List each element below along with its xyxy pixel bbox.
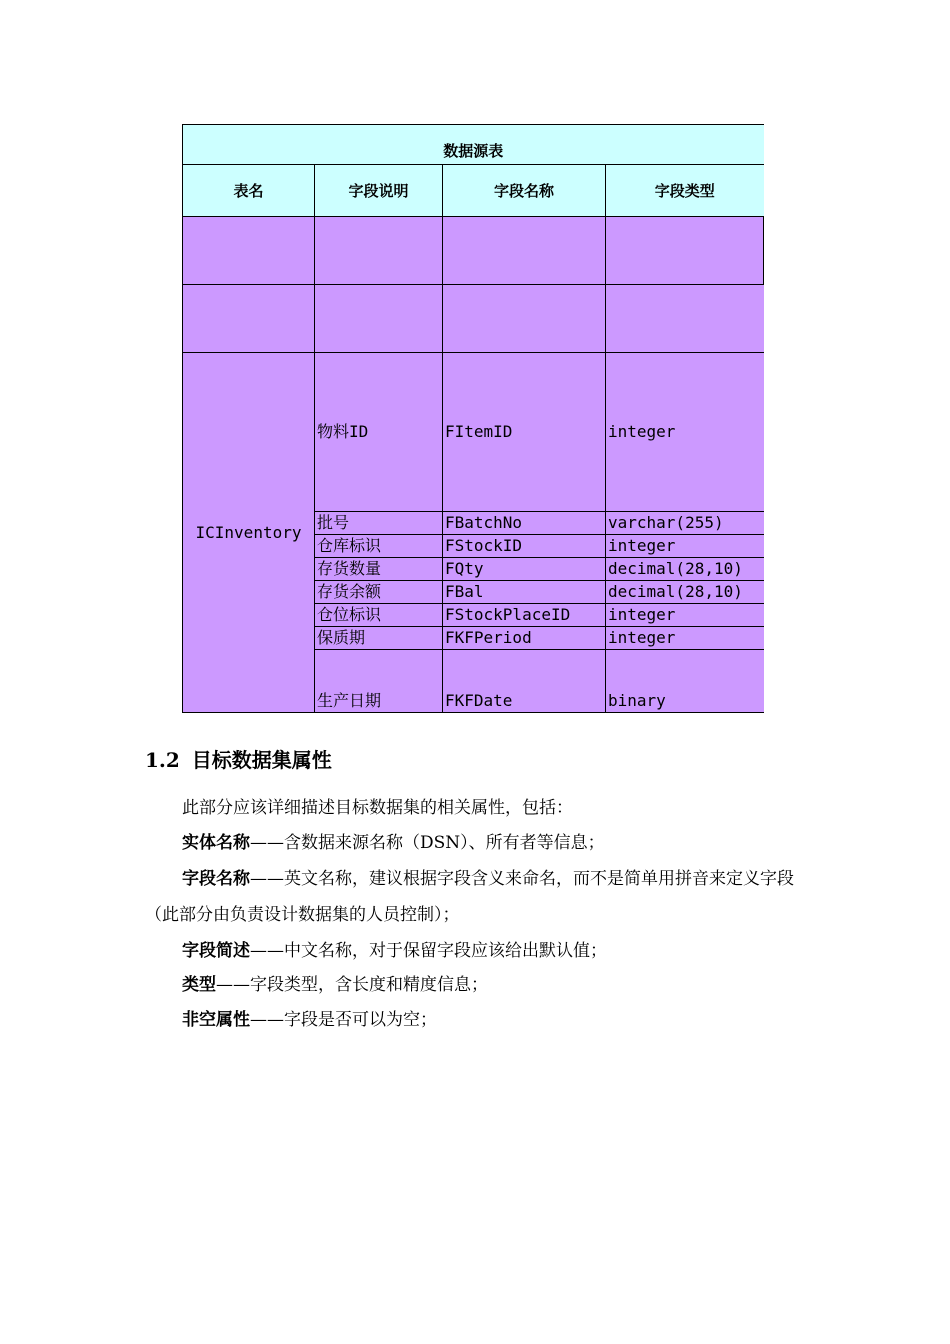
paragraph-item bbox=[145, 967, 825, 1003]
field-desc-cell: 保质期 bbox=[315, 627, 443, 650]
paragraph-item bbox=[145, 861, 825, 933]
item-text: ——含数据来源名称（DSN）、所有者等信息； bbox=[250, 833, 605, 853]
header-field-desc: 字段说明 bbox=[315, 165, 443, 217]
section-number: 1.2 bbox=[145, 748, 180, 772]
field-name-cell: FStockPlaceID bbox=[443, 604, 606, 627]
field-name-cell: FKFPeriod bbox=[443, 627, 606, 650]
header-table-name: 表名 bbox=[183, 165, 315, 217]
field-type-cell: integer bbox=[606, 604, 764, 627]
paragraph-item bbox=[145, 825, 825, 861]
paragraph-item bbox=[145, 933, 825, 969]
field-name-cell: FBal bbox=[443, 581, 606, 604]
item-text: ——中文名称，对于保留字段应该给出默认值； bbox=[250, 941, 607, 961]
field-type-cell: integer bbox=[606, 627, 764, 650]
item-term: 实体名称 bbox=[182, 833, 250, 853]
field-type-cell: varchar(255) bbox=[606, 512, 764, 535]
data-source-table bbox=[182, 124, 764, 713]
table-row bbox=[183, 217, 764, 285]
field-desc-cell: 生产日期 bbox=[315, 650, 443, 713]
field-desc-cell: 批号 bbox=[315, 512, 443, 535]
field-name-cell: FKFDate bbox=[443, 650, 606, 713]
item-term: 字段简述 bbox=[182, 941, 250, 961]
table-name-cell: ICInventory bbox=[183, 353, 315, 713]
section-heading bbox=[145, 744, 332, 773]
item-term: 类型 bbox=[182, 975, 216, 995]
field-desc-cell: 物料ID bbox=[315, 353, 443, 512]
field-desc-cell: 存货数量 bbox=[315, 558, 443, 581]
field-desc-cell: 存货余额 bbox=[315, 581, 443, 604]
field-name-cell: FQty bbox=[443, 558, 606, 581]
field-type-cell: integer bbox=[606, 353, 764, 512]
item-text: ——字段类型，含长度和精度信息； bbox=[216, 975, 488, 995]
field-type-cell: decimal(28,10) bbox=[606, 581, 764, 604]
table-title: 数据源表 bbox=[183, 125, 764, 165]
table-row bbox=[183, 353, 764, 512]
item-text: ——英文名称，建议根据字段含义来命名，而不是简单用拼音来定义字段（此部分由负责设计数据集的人员控制）； bbox=[145, 869, 794, 925]
field-desc-cell: 仓位标识 bbox=[315, 604, 443, 627]
table-row bbox=[183, 285, 764, 353]
field-name-cell: FStockID bbox=[443, 535, 606, 558]
field-type-cell: decimal(28,10) bbox=[606, 558, 764, 581]
paragraph-intro: 此部分应该详细描述目标数据集的相关属性，包括： bbox=[182, 798, 573, 818]
field-name-cell: FBatchNo bbox=[443, 512, 606, 535]
item-term: 字段名称 bbox=[182, 869, 250, 889]
field-name-cell: FItemID bbox=[443, 353, 606, 512]
item-text: ——字段是否可以为空； bbox=[250, 1010, 437, 1030]
header-field-name: 字段名称 bbox=[443, 165, 606, 217]
field-desc-cell: 仓库标识 bbox=[315, 535, 443, 558]
field-type-cell: binary bbox=[606, 650, 764, 713]
item-term: 非空属性 bbox=[182, 1010, 250, 1030]
field-type-cell: integer bbox=[606, 535, 764, 558]
section-title: 目标数据集属性 bbox=[191, 748, 332, 772]
header-field-type: 字段类型 bbox=[606, 165, 764, 217]
paragraph-item bbox=[145, 1002, 825, 1038]
